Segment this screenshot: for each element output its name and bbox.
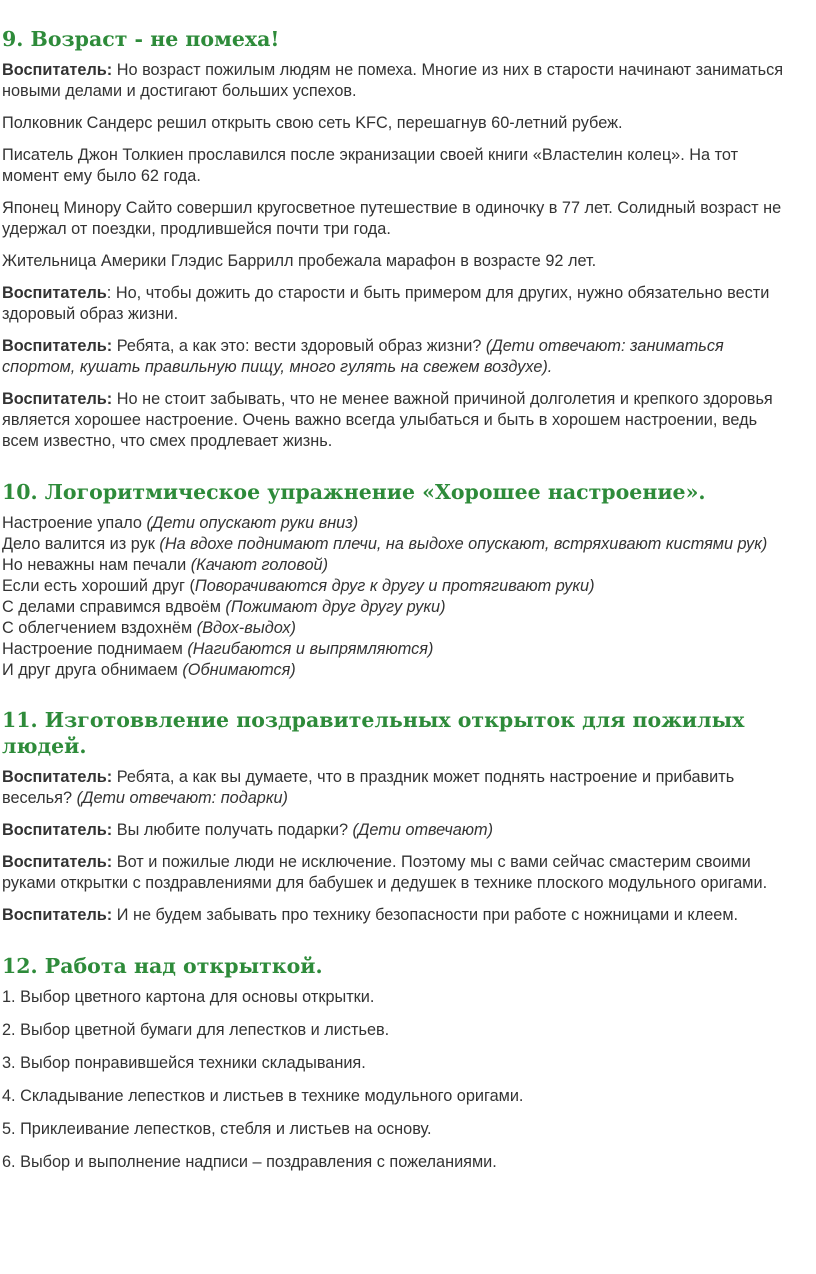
section-heading: 10. Логоритмическое упражнение «Хорошее настроение». (2, 480, 706, 504)
list-item: 6. Выбор и выполнение надписи – поздравления с пожеланиями. (2, 1153, 497, 1171)
paragraph (2, 820, 796, 841)
speaker-label: Воспитатель: (2, 390, 113, 408)
section-heading: 9. Возраст - не помеха! (2, 27, 280, 51)
exercise-verse (2, 513, 796, 681)
paragraph-text: Ребята, а как это: вести здоровый образ жизни? (112, 337, 486, 355)
paragraph (2, 336, 796, 378)
verse-text: С облегчением вздохнём (2, 619, 197, 637)
stage-note: Поворачиваются друг к другу и протягивают руки) (194, 577, 595, 595)
verse-line (2, 555, 796, 576)
stage-note: (Дети отвечают: заниматься спортом, кушать правильную пищу, много гулять на свежем воздухе). (2, 337, 724, 376)
stage-note: (Дети опускают руки вниз) (146, 514, 359, 532)
speaker-label: Воспитатель: (2, 853, 113, 871)
verse-line (2, 660, 796, 681)
list-item: 1. Выбор цветного картона для основы открытки. (2, 988, 375, 1006)
paragraph (2, 283, 796, 325)
stage-note: (Вдох-выдох) (196, 619, 296, 637)
verse-line (2, 534, 796, 555)
verse-text: Дело валится из рук (2, 535, 160, 553)
paragraph-text: Но возраст пожилым людям не помеха. Многие из них в старости начинают заниматься новыми делами и достигают больших успехов. (2, 61, 784, 100)
list-item: 2. Выбор цветной бумаги для лепестков и листьев. (2, 1021, 390, 1039)
speaker-label: Воспитатель: (2, 906, 113, 924)
verse-text: Но неважны нам печали (2, 556, 191, 574)
section-heading: 12. Работа над открыткой. (2, 954, 323, 978)
verse-text: Настроение упало (2, 514, 147, 532)
verse-line (2, 513, 796, 534)
paragraph (2, 60, 796, 102)
stage-note: (Дети отвечают: подарки) (76, 789, 288, 807)
list-item: 5. Приклеивание лепестков, стебля и листьев на основу. (2, 1120, 432, 1138)
verse-line (2, 639, 796, 660)
paragraph-text: Но не стоит забывать, что не менее важной причиной долголетия и крепкого здоровья является хорошее настроение. Очень важно всегда улыбаться и быть в хорошем настроении, ведь всем известно, что смех продлевает жизнь. (2, 390, 773, 450)
stage-note: (Дети отвечают) (352, 821, 494, 839)
verse-text: И друг друга обнимаем (2, 661, 183, 679)
stage-note: (Обнимаются) (182, 661, 296, 679)
paragraph-text: : Но, чтобы дожить до старости и быть примером для других, нужно обязательно вести здоровый образ жизни. (2, 284, 770, 323)
paragraph: Писатель Джон Толкиен прославился после экранизации своей книги «Властелин колец». На тот момент ему было 62 года. (2, 146, 739, 185)
paragraph: Жительница Америки Глэдис Баррилл пробежала марафон в возрасте 92 лет. (2, 252, 597, 270)
paragraph-text: И не будем забывать про технику безопасности при работе с ножницами и клеем. (112, 906, 739, 924)
paragraph: Полковник Сандерс решил открыть свою сеть KFC, перешагнув 60-летний рубеж. (2, 114, 623, 132)
paragraph-text: Вот и пожилые люди не исключение. Поэтому мы с вами сейчас смастерим своими руками открытки с поздравлениями для бабушек и дедушек в технике плоского модульного оригами. (2, 853, 768, 892)
stage-note: (На вдохе поднимают плечи, на выдохе опускают, встряхивают кистями рук) (159, 535, 768, 553)
paragraph (2, 852, 796, 894)
verse-line (2, 597, 796, 618)
section-heading: 11. Изготоввление поздравительных открыток для пожилых людей. (2, 708, 745, 758)
speaker-label: Воспитатель: (2, 61, 113, 79)
verse-text: С делами справимся вдвоём (2, 598, 226, 616)
verse-text: Если есть хороший друг ( (2, 577, 195, 595)
verse-line (2, 618, 796, 639)
speaker-label: Воспитатель (2, 284, 107, 302)
speaker-label: Воспитатель: (2, 821, 113, 839)
steps-list (2, 987, 796, 1173)
stage-note: (Нагибаются и выпрямляются) (187, 640, 434, 658)
speaker-label: Воспитатель: (2, 337, 113, 355)
paragraph (2, 767, 796, 809)
list-item: 4. Складывание лепестков и листьев в технике модульного оригами. (2, 1087, 524, 1105)
list-item: 3. Выбор понравившейся техники складывания. (2, 1054, 366, 1072)
speaker-label: Воспитатель: (2, 768, 113, 786)
paragraph (2, 389, 796, 452)
stage-note: (Пожимают друг другу руки) (225, 598, 446, 616)
paragraph-text: Вы любите получать подарки? (112, 821, 353, 839)
verse-line (2, 576, 796, 597)
paragraph-text: Ребята, а как вы думаете, что в праздник может поднять настроение и прибавить веселья? (2, 768, 735, 807)
stage-note: (Качают головой) (190, 556, 329, 574)
paragraph (2, 905, 796, 926)
verse-text: Настроение поднимаем (2, 640, 188, 658)
paragraph: Японец Минору Сайто совершил кругосветное путешествие в одиночку в 77 лет. Солидный возраст не удержал от поездки, продлившейся почти три года. (2, 199, 782, 238)
